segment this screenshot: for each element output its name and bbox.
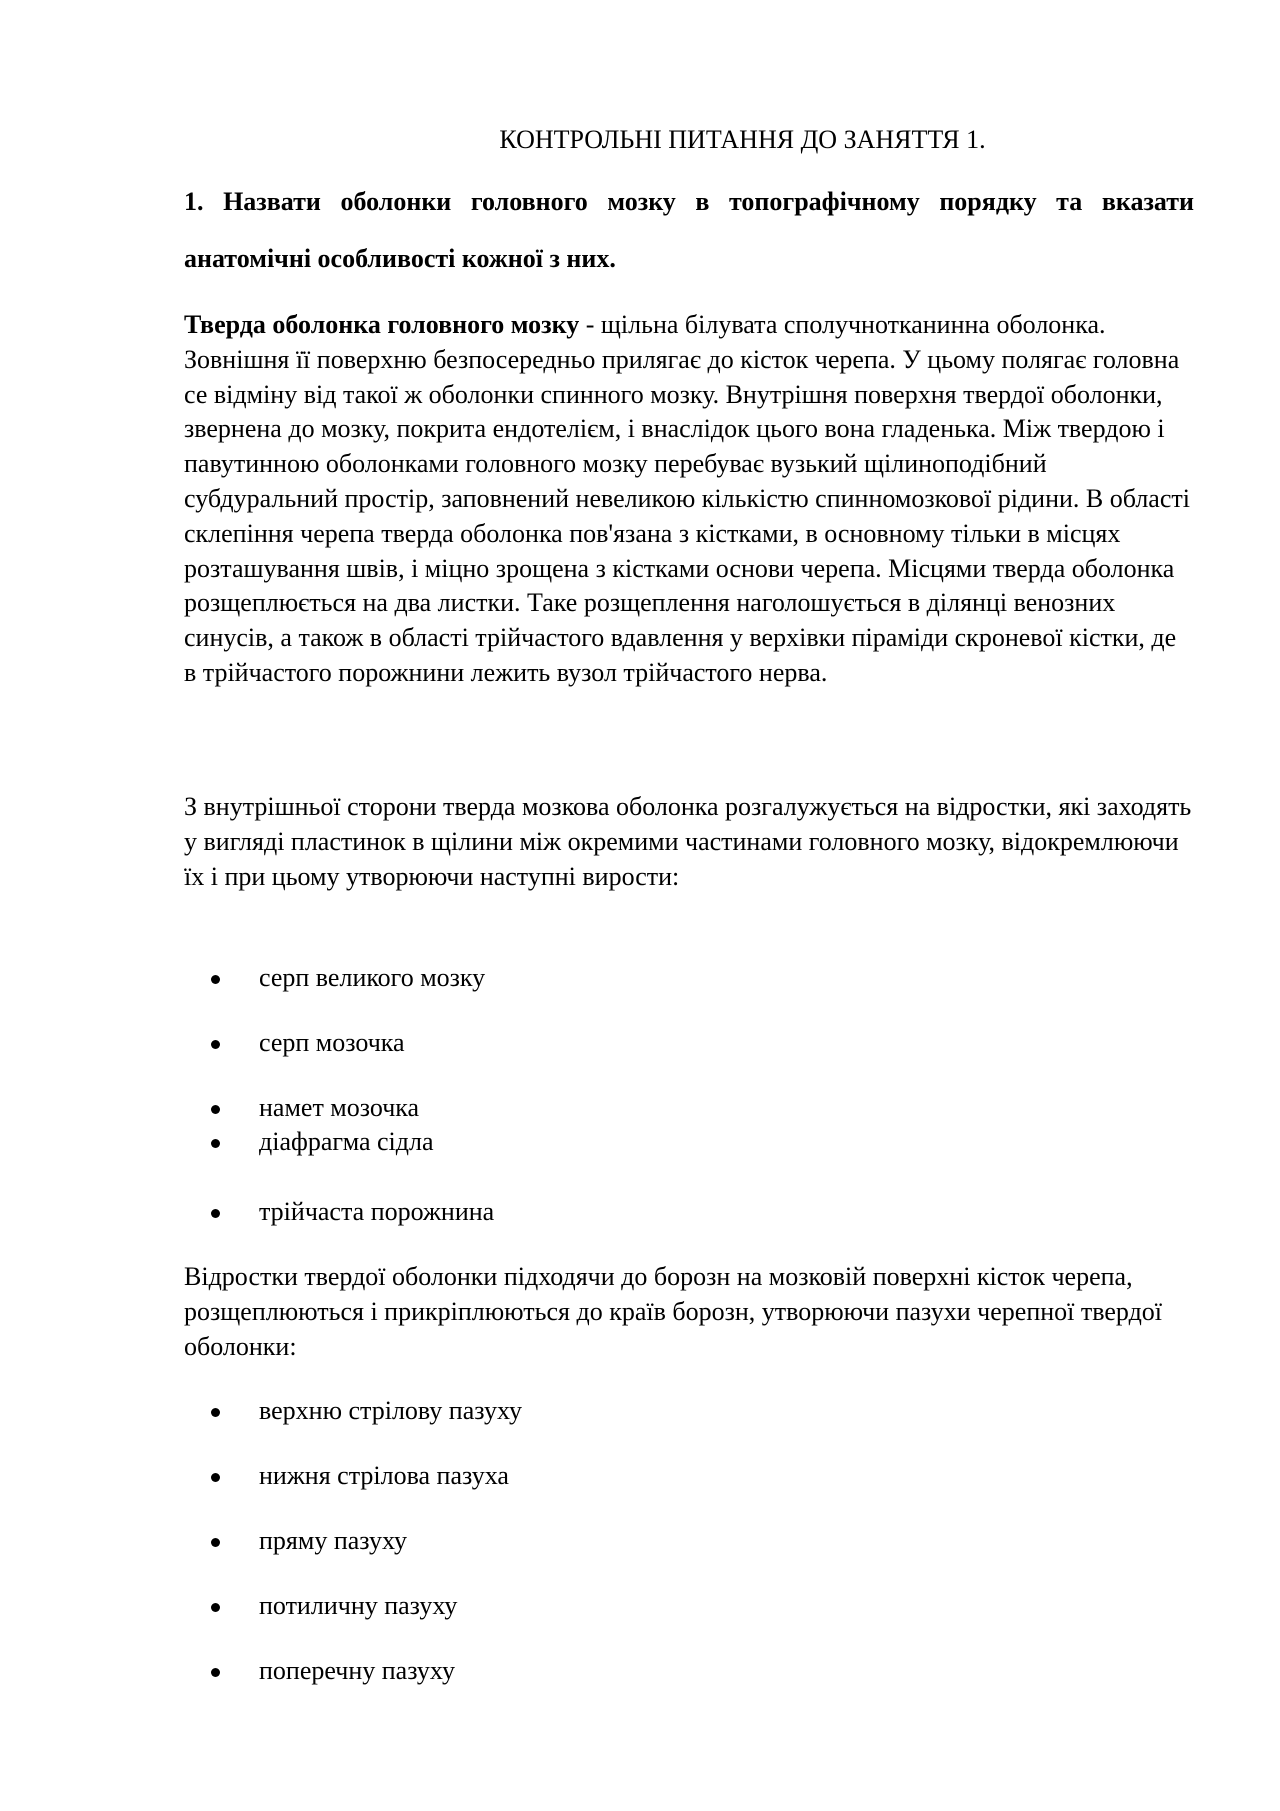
list-item-text: серп великого мозку: [259, 963, 486, 992]
list-item: [184, 1125, 1184, 1159]
bullet-icon: [211, 1538, 220, 1547]
list-item: [184, 1091, 1184, 1125]
list-item: [184, 1459, 1184, 1493]
document-title: КОНТРОЛЬНІ ПИТАННЯ ДО ЗАНЯТТЯ 1.: [499, 125, 986, 154]
bullet-icon: [211, 1105, 220, 1114]
list-item: [184, 1394, 1184, 1428]
paragraph-sinuses: Відростки твердої оболонки підходячи до борозн на мозковій поверхні кісток черепа, розщеплюються і прикріплюються до країв борозн, утворюючи пазухи черепної твердої оболонки:: [184, 1262, 1163, 1361]
bullet-icon: [211, 1473, 220, 1482]
list-item-text: трійчаста порожнина: [259, 1197, 495, 1226]
list-item-text: серп мозочка: [259, 1028, 405, 1057]
list-item-text: пряму пазуху: [259, 1526, 408, 1555]
bullet-icon: [211, 1408, 220, 1417]
paragraph-body: - щільна білувата сполучнотканинна оболонка. Зовнішня її поверхню безпосередньо прилягає до кісток черепа. У цьому полягає головна се відміну від такої ж оболонки спинного мозку. Внутрішня поверхня твердої оболонки, звернена до мозку, покрита ендотелієм, і внаслідок цього вона гладенька. Між твердою і павутинною оболонками головного мозку перебуває вузький щілиноподібний субдуральний простір, заповнений невеликою кількістю спинномозкової рідини. В області склепіння черепа тверда оболонка пов'язана з кістками, в основному тільки в місцях розташування швів, і міцно зрощена з кістками основи черепа. Місцями тверда оболонка розщеплюється на два листки. Таке розщеплення наголошується в ділянці венозних синусів, а також в області трійчастого вдавлення у верхівки піраміди скроневої кістки, де в трійчастого порожнини лежить вузол трійчастого нерва.: [184, 310, 1190, 687]
list-item-text: намет мозочка: [259, 1093, 420, 1122]
list-item-text: потиличну пазуху: [259, 1591, 458, 1620]
list-item: [184, 961, 1184, 995]
bullet-icon: [211, 1139, 220, 1148]
bullet-icon: [211, 1040, 220, 1049]
bullet-icon: [211, 1209, 220, 1218]
list-item-text: поперечну пазуху: [259, 1656, 455, 1685]
list-item-text: верхню стрілову пазуху: [259, 1396, 522, 1425]
paragraph-term: Тверда оболонка головного мозку: [184, 310, 580, 339]
list-item: [184, 1654, 1184, 1688]
paragraph-dura-mater: [184, 308, 1194, 691]
bullet-icon: [211, 1603, 220, 1612]
list-item: [184, 1195, 1184, 1229]
bullet-icon: [211, 975, 220, 984]
bullet-icon: [211, 1668, 220, 1677]
question-heading: 1. Назвати оболонки головного мозку в топографічному порядку та вказати анатомічні особливості кожної з них.: [184, 187, 1194, 273]
list-item: [184, 1524, 1184, 1558]
list-item: [184, 1589, 1184, 1623]
list-item: [184, 1026, 1184, 1060]
list-item-text: нижня стрілова пазуха: [259, 1461, 509, 1490]
paragraph-processes: З внутрішньої сторони тверда мозкова оболонка розгалужується на відростки, які заходять у вигляді пластинок в щілини між окремими частинами головного мозку, відокремлюючи їх і при цьому утворюючи наступні вирости:: [184, 792, 1192, 891]
list-item-text: діафрагма сідла: [259, 1127, 434, 1156]
